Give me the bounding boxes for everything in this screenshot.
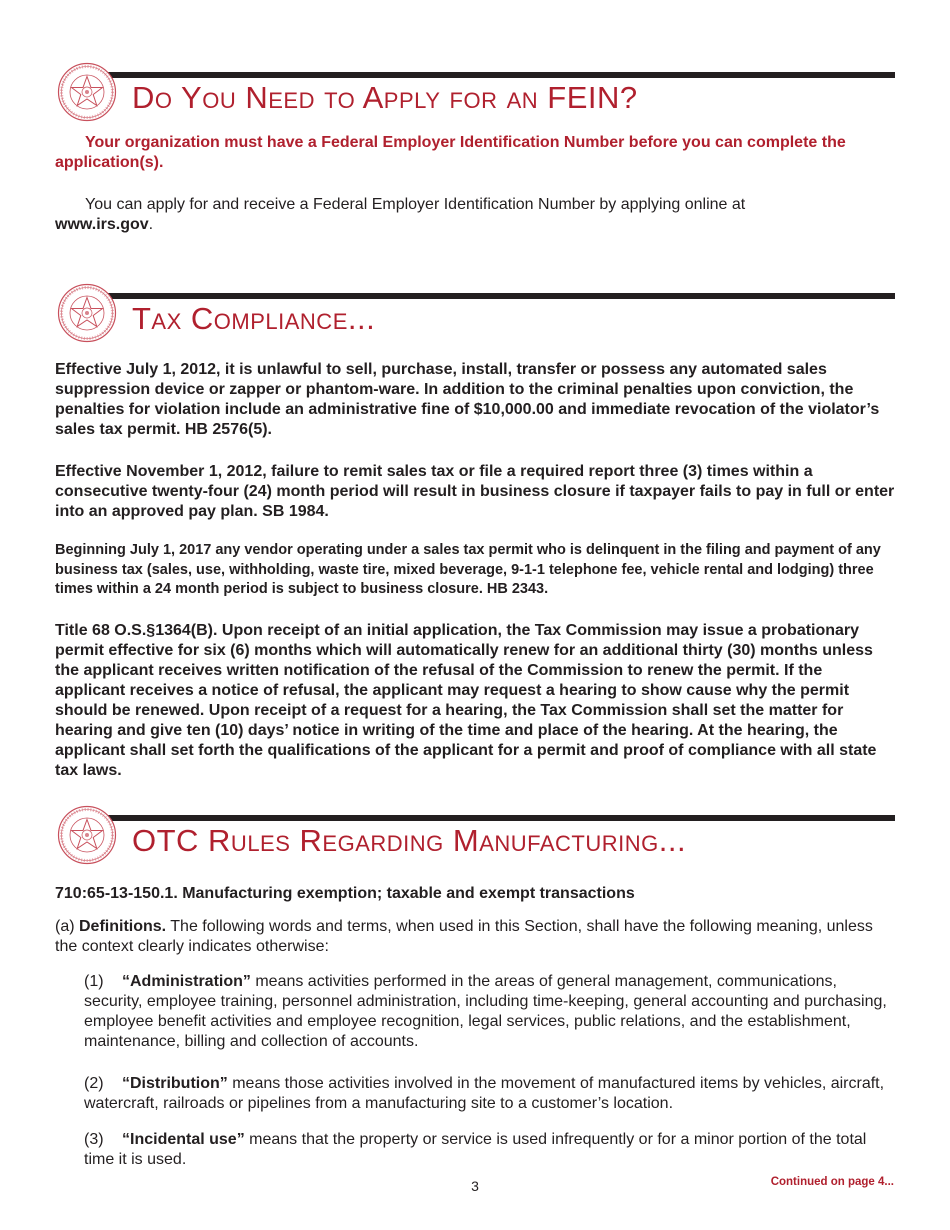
rule-heading-text: 710:65-13-150.1. Manufacturing exemption; taxable and exempt transactions [55, 885, 635, 902]
section-title-fein: Do You Need to Apply for an FEIN? [132, 80, 638, 115]
definitions-label: Definitions. [79, 918, 167, 935]
section-title-tax: Tax Compliance... [132, 301, 376, 336]
tax-paragraph-3 [55, 541, 895, 600]
section-header-otc [55, 805, 895, 865]
rule-heading [55, 884, 895, 904]
definition-text: means activities performed in the areas of general management, communications, security, employee training, personnel administration, including time-keeping, general accounting and purchasing, employee benefit activities and employee recognition, legal services, public relations, and the establishment, maintenance, billing and collection of accounts. [84, 973, 887, 1050]
continued-note: Continued on page 4... [770, 1176, 894, 1188]
state-seal-icon [57, 283, 117, 343]
definition-number: (3) [84, 1131, 104, 1148]
definitions-text: The following words and terms, when used in this Section, shall have the following meaning, unless the context clearly indicates otherwise: [55, 918, 873, 955]
tax-p2-text: Effective November 1, 2012, failure to remit sales tax or file a required report three (3) times within a consecutive twenty-four (24) month period will result in business closure if taxpayer fails to pay in full or enter into an approved pay plan. SB 1984. [55, 463, 895, 520]
page-number: 3 [471, 1178, 479, 1194]
tax-paragraph-2 [55, 462, 895, 522]
tax-p4-text: Title 68 O.S.§1364(B). Upon receipt of an initial application, the Tax Commission may issue a probationary permit effective for six (6) months which will automatically renew for an additional thirty (30) months unless the applicant receives written notification of the refusal of the Commission to renew the permit. If the applicant receives a notice of refusal, the applicant may request a hearing to show cause why the permit should be renewed. Upon receipt of a request for a hearing, the Tax Commission shall set the matter for hearing and give ten (10) days’ notice in writing of the time and place of the hearing. At the hearing, the applicant shall set forth the qualifications of the applicant for a permit and proof of compliance with all state tax laws. [55, 622, 877, 779]
section-header-tax [55, 283, 895, 343]
definition-term: “Administration” [122, 973, 251, 990]
header-rule [85, 815, 895, 821]
definition-item [84, 1074, 889, 1114]
definition-text: means that the property or service is used infrequently or for a minor portion of the total time it is used. [84, 1131, 867, 1168]
fein-apply-text: You can apply for and receive a Federal Employer Identification Number by applying online at [85, 196, 746, 213]
state-seal-icon [57, 805, 117, 865]
state-seal-icon [57, 62, 117, 122]
definition-text: means those activities involved in the movement of manufactured items by vehicles, aircraft, watercraft, railroads or pipelines from a manufacturing site to a customer’s location. [84, 1075, 885, 1112]
fein-apply-paragraph [55, 195, 895, 235]
definition-term: “Incidental use” [122, 1131, 245, 1148]
definition-term: “Distribution” [122, 1075, 228, 1092]
definitions-prefix: (a) [55, 918, 79, 935]
tax-p1-text: Effective July 1, 2012, it is unlawful to sell, purchase, install, transfer or possess any automated sales suppression device or zapper or phantom-ware. In addition to the criminal penalties upon conviction, the penalties for violation include an administrative fine of $10,000.00 and immediate revocation of the violator’s sales tax permit. HB 2576(5). [55, 361, 880, 438]
header-rule [85, 293, 895, 299]
definition-number: (2) [84, 1075, 104, 1092]
section-title-otc: OTC Rules Regarding Manufacturing... [132, 823, 687, 858]
header-rule [85, 72, 895, 78]
definitions-intro [55, 917, 895, 957]
fein-notice [55, 133, 895, 173]
tax-paragraph-1 [55, 360, 895, 440]
tax-paragraph-4 [55, 621, 895, 781]
irs-link[interactable]: www.irs.gov [55, 216, 149, 233]
definition-item [84, 972, 889, 1052]
tax-p3-text: Beginning July 1, 2017 any vendor operating under a sales tax permit who is delinquent in the filing and payment of any business tax (sales, use, withholding, waste tire, mixed beverage, 9-1-1 telephone fee, vehicle rental and lodging) three times within a 24 month period is subject to business closure. HB 2343. [55, 542, 881, 597]
definition-item [84, 1130, 889, 1170]
definition-number: (1) [84, 973, 104, 990]
section-header-fein [55, 62, 895, 122]
irs-link-suffix: . [148, 216, 154, 233]
fein-required-notice: Your organization must have a Federal Employer Identification Number before you can complete the application(s). [55, 134, 846, 171]
